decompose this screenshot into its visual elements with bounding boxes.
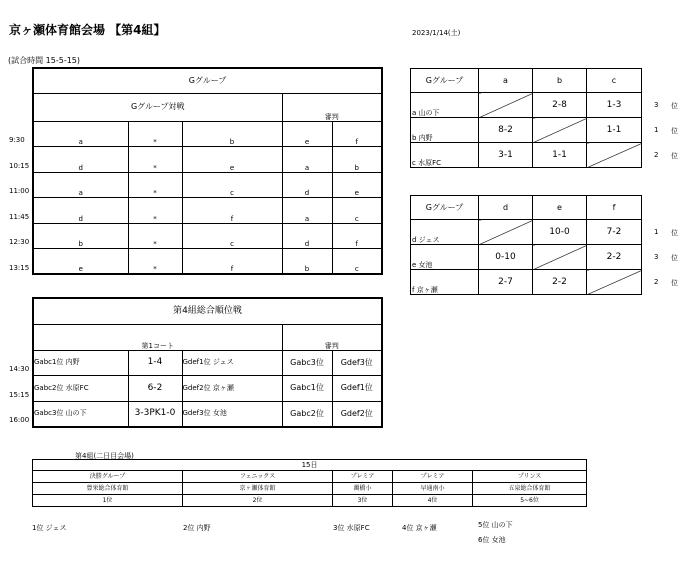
vs-cell: *	[128, 249, 182, 275]
team-a-cell: b	[33, 223, 128, 249]
referee-cell: Gdef3位	[332, 350, 382, 376]
g-schedule-table	[32, 67, 383, 275]
score-cell: 3-3PK1-0	[128, 401, 182, 427]
g-schedule-subtitle: Gグループ対戦	[33, 93, 282, 121]
g-schedule-referee-header: 審判	[282, 93, 382, 121]
table-row	[411, 245, 642, 270]
day2-name-cell: プレミア	[333, 471, 393, 483]
table-row	[33, 223, 382, 249]
page-title: 京ヶ瀬体育館会場 【第4組】	[9, 23, 166, 37]
referee-cell: f	[332, 121, 382, 147]
table-row	[33, 401, 382, 427]
referee-cell: f	[332, 223, 382, 249]
day2-name-cell: フェニックス	[183, 471, 333, 483]
final-rank-item: 3位 水原FC	[333, 524, 370, 532]
rank-unit: 位	[671, 254, 678, 262]
away-team-cell: Gdef2位 京ヶ瀬	[182, 376, 282, 402]
final-rank-item: 1位 ジェス	[32, 524, 67, 532]
team-label-cell: d ジェス	[411, 220, 479, 245]
referee-cell: d	[282, 223, 332, 249]
score-cell: 7-2	[587, 220, 642, 245]
final-rank-item: 4位 京ヶ瀬	[402, 524, 437, 532]
table-row	[33, 495, 587, 507]
referee-cell: Gdef2位	[332, 401, 382, 427]
vs-cell: *	[128, 147, 182, 173]
day2-name-cell: プレミア	[393, 471, 473, 483]
day2-date: 15日	[33, 460, 587, 471]
team-label-cell: f 京ヶ瀬	[411, 270, 479, 295]
referee-cell: Gabc2位	[282, 401, 332, 427]
rank-number: 3	[654, 101, 659, 109]
day2-venue-cell: 京ヶ瀬体育館	[183, 483, 333, 495]
table-row	[33, 147, 382, 173]
table-row	[411, 118, 642, 143]
score-cell: 1-1	[533, 143, 587, 168]
score-cell: 2-2	[533, 270, 587, 295]
team-a-cell: e	[33, 249, 128, 275]
vs-cell: *	[128, 198, 182, 224]
ranking-referee-header: 審判	[282, 324, 382, 350]
g-abc-col: c	[587, 69, 642, 93]
diagonal-cell	[479, 220, 533, 245]
match-time: 11:00	[9, 187, 30, 195]
score-cell: 2-2	[587, 245, 642, 270]
g-def-col: f	[587, 196, 642, 220]
table-row	[33, 483, 587, 495]
referee-cell: c	[332, 249, 382, 275]
score-cell: 10-0	[533, 220, 587, 245]
table-row	[411, 93, 642, 118]
day2-rank-cell: 1位	[33, 495, 183, 507]
referee-cell: b	[332, 147, 382, 173]
team-b-cell: c	[182, 223, 282, 249]
match-time: 10:15	[9, 161, 30, 170]
match-duration: (試合時間 15-5-15)	[8, 56, 81, 65]
rank-unit: 位	[671, 152, 678, 160]
team-label-cell: b 内野	[411, 118, 479, 143]
day2-venue-cell: 豊栄総合体育館	[33, 483, 183, 495]
team-a-cell: a	[33, 172, 128, 198]
referee-cell: a	[282, 198, 332, 224]
team-label-cell: e 女池	[411, 245, 479, 270]
match-time: 9:30	[9, 136, 25, 144]
home-team-cell: Gabc2位 水原FC	[33, 376, 128, 402]
referee-cell: e	[332, 172, 382, 198]
rank-unit: 位	[671, 127, 678, 135]
diagonal-cell	[533, 245, 587, 270]
vs-cell: *	[128, 223, 182, 249]
team-b-cell: b	[182, 121, 282, 147]
team-a-cell: d	[33, 198, 128, 224]
table-row	[33, 249, 382, 275]
diagonal-cell	[587, 143, 642, 168]
score-cell: 2-7	[479, 270, 533, 295]
table-row	[33, 350, 382, 376]
team-b-cell: c	[182, 172, 282, 198]
score-cell: 2-8	[533, 93, 587, 118]
score-cell: 8-2	[479, 118, 533, 143]
referee-cell: e	[282, 121, 332, 147]
day2-venue-cell: 五泉総合体育館	[473, 483, 587, 495]
table-row	[33, 198, 382, 224]
day2-rank-cell: 4位	[393, 495, 473, 507]
referee-cell: d	[282, 172, 332, 198]
rank-unit: 位	[671, 279, 678, 287]
table-row	[411, 143, 642, 168]
match-time: 16:00	[9, 416, 30, 424]
diagonal-cell	[479, 93, 533, 118]
rank-number: 1	[654, 228, 659, 236]
ranking-title: 第4組総合順位戦	[33, 298, 382, 324]
referee-cell: Gabc3位	[282, 350, 332, 376]
table-row	[33, 121, 382, 147]
rank-number: 1	[654, 126, 659, 134]
final-rank-item: 6位 女池	[478, 536, 506, 544]
diagonal-cell	[587, 270, 642, 295]
score-cell: 0-10	[479, 245, 533, 270]
match-time: 12:30	[9, 238, 30, 246]
g-abc-table	[410, 68, 642, 168]
match-time: 15:15	[9, 390, 30, 399]
score-cell: 1-4	[128, 350, 182, 376]
day2-label: 第4組(二日目会場)	[75, 452, 134, 460]
day2-name-cell: 決勝グループ	[33, 471, 183, 483]
match-time: 13:15	[9, 263, 30, 272]
g-schedule-title: Gグループ	[33, 68, 382, 93]
team-b-cell: f	[182, 198, 282, 224]
diagonal-cell	[533, 118, 587, 143]
rank-number: 2	[654, 151, 659, 159]
table-row	[411, 220, 642, 245]
day2-venue-cell: 早通南小	[393, 483, 473, 495]
g-def-col: d	[479, 196, 533, 220]
referee-cell: Gabc1位	[282, 376, 332, 402]
g-abc-col: b	[533, 69, 587, 93]
home-team-cell: Gabc3位 山の下	[33, 401, 128, 427]
team-label-cell: c 水原FC	[411, 143, 479, 168]
score-cell: 6-2	[128, 376, 182, 402]
g-abc-col: a	[479, 69, 533, 93]
date-label: 2023/1/14(土)	[412, 29, 461, 37]
team-a-cell: d	[33, 147, 128, 173]
g-def-table	[410, 195, 642, 295]
score-cell: 1-1	[587, 118, 642, 143]
vs-cell: *	[128, 172, 182, 198]
table-row	[33, 376, 382, 402]
away-team-cell: Gdef3位 女池	[182, 401, 282, 427]
match-time: 14:30	[9, 365, 30, 373]
rank-number: 2	[654, 278, 659, 286]
referee-cell: b	[282, 249, 332, 275]
table-row	[411, 270, 642, 295]
home-team-cell: Gabc1位 内野	[33, 350, 128, 376]
day2-table	[32, 459, 587, 507]
ranking-table	[32, 297, 383, 428]
g-def-corner: Gグループ	[411, 196, 479, 220]
ranking-court: 第1コート	[33, 324, 282, 350]
referee-cell: c	[332, 198, 382, 224]
table-row	[33, 471, 587, 483]
rank-number: 3	[654, 253, 659, 261]
score-cell: 1-3	[587, 93, 642, 118]
away-team-cell: Gdef1位 ジェス	[182, 350, 282, 376]
score-cell: 3-1	[479, 143, 533, 168]
rank-unit: 位	[671, 229, 678, 237]
team-b-cell: e	[182, 147, 282, 173]
team-b-cell: f	[182, 249, 282, 275]
vs-cell: *	[128, 121, 182, 147]
rank-unit: 位	[671, 102, 678, 110]
day2-rank-cell: 5~6位	[473, 495, 587, 507]
referee-cell: Gdef1位	[332, 376, 382, 402]
final-rank-item: 5位 山の下	[478, 521, 513, 529]
day2-name-cell: プリンス	[473, 471, 587, 483]
referee-cell: a	[282, 147, 332, 173]
team-a-cell: a	[33, 121, 128, 147]
day2-rank-cell: 3位	[333, 495, 393, 507]
day2-rank-cell: 2位	[183, 495, 333, 507]
table-row	[33, 172, 382, 198]
day2-venue-cell: 濁橋小	[333, 483, 393, 495]
g-def-col: e	[533, 196, 587, 220]
match-time: 11:45	[9, 212, 30, 221]
g-abc-corner: Gグループ	[411, 69, 479, 93]
team-label-cell: a 山の下	[411, 93, 479, 118]
final-rank-item: 2位 内野	[183, 524, 211, 532]
